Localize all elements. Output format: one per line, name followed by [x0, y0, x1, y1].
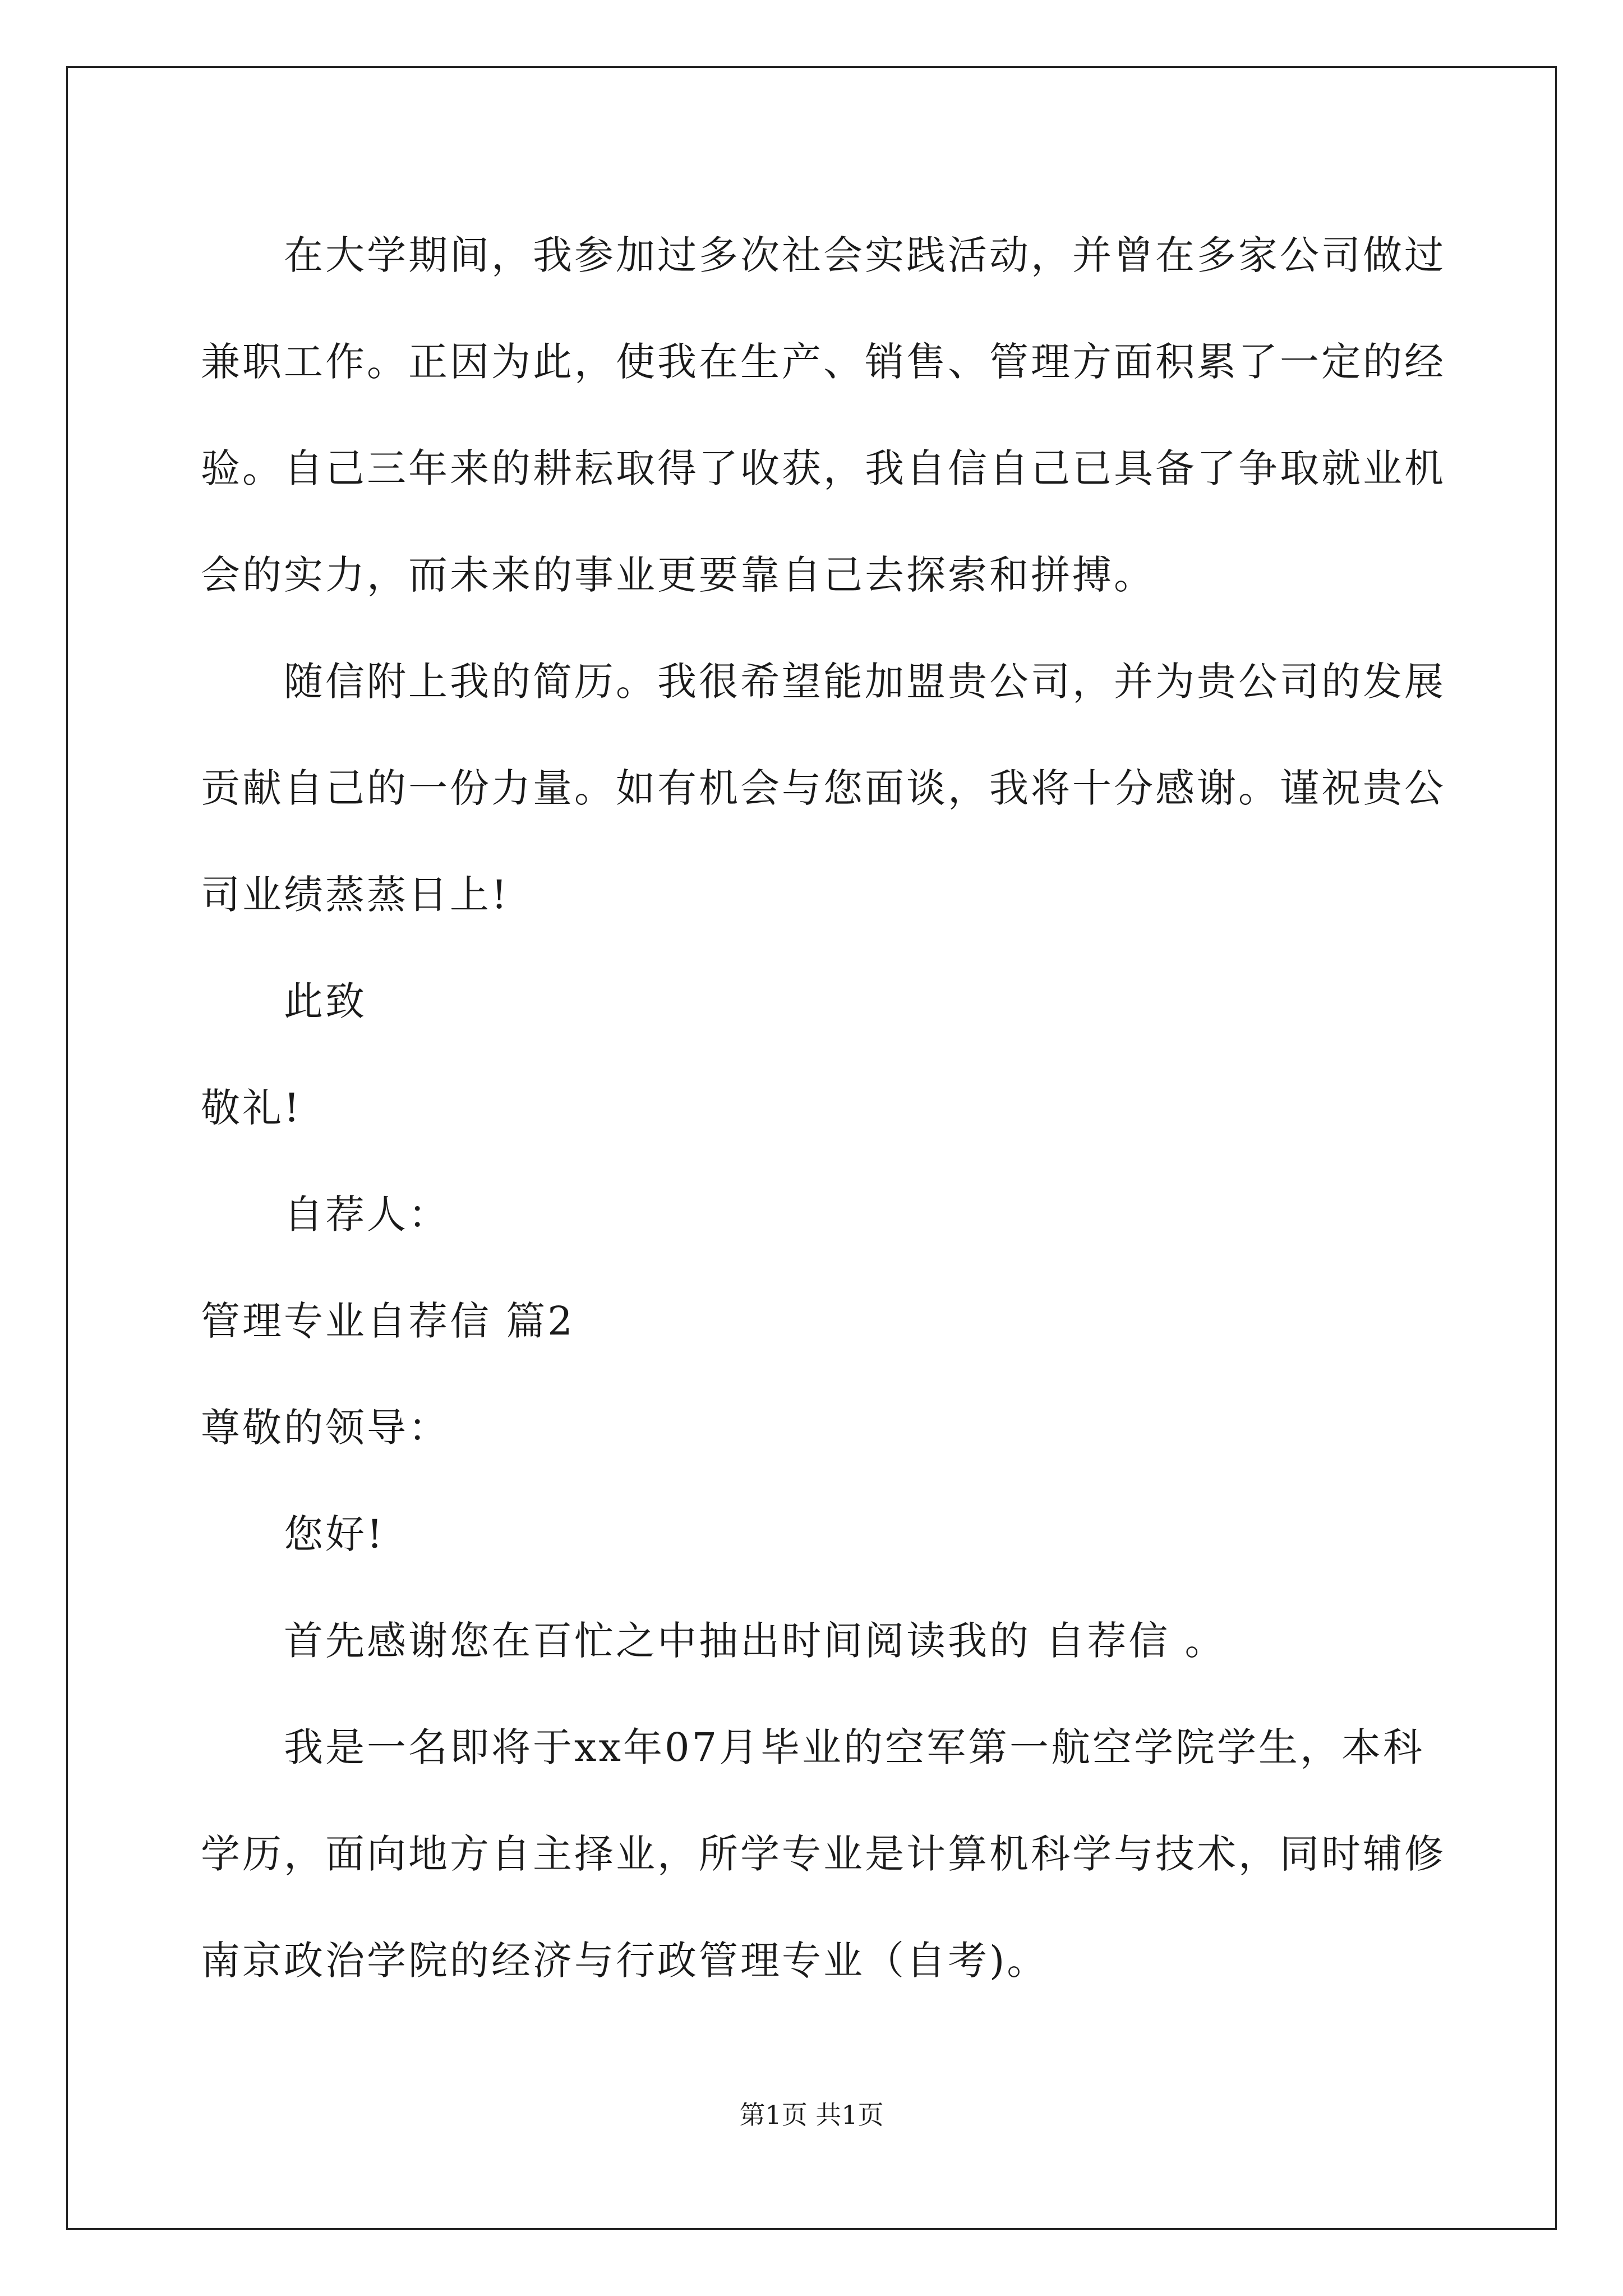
signature-line: 自荐人： [284, 1191, 450, 1237]
paragraph-line: 兼职工作。正因为此，使我在生产、销售、管理方面积累了一定的经 [201, 339, 1446, 385]
section-heading: 管理专业自荐信 篇2 [201, 1298, 575, 1344]
page-number-footer: 第1页 共1页 [739, 2100, 884, 2130]
paragraph-line: 贡献自己的一份力量。如有机会与您面谈，我将十分感谢。谨祝贵公 [201, 765, 1446, 811]
paragraph-line: 在大学期间，我参加过多次社会实践活动，并曾在多家公司做过 [284, 232, 1446, 278]
paragraph-line: 司业绩蒸蒸日上! [201, 872, 510, 918]
paragraph-line: 验。自己三年来的耕耘取得了收获，我自信自己已具备了争取就业机 [201, 445, 1446, 491]
greeting-line: 您好! [284, 1511, 385, 1557]
closing-line: 此致 [284, 978, 367, 1024]
paragraph-line: 南京政治学院的经济与行政管理专业（自考)。 [201, 1938, 1049, 1984]
paragraph-line: 首先感谢您在百忙之中抽出时间阅读我的 自荐信 。 [284, 1618, 1227, 1664]
paragraph-line: 我是一名即将于xx年07月毕业的空军第一航空学院学生，本科 [284, 1724, 1425, 1770]
paragraph-line: 会的实力，而未来的事业更要靠自己去探索和拼搏。 [201, 552, 1155, 598]
paragraph-line: 学历，面向地方自主择业，所学专业是计算机科学与技术，同时辅修 [201, 1831, 1446, 1877]
paragraph-line: 随信附上我的简历。我很希望能加盟贵公司，并为贵公司的发展 [284, 659, 1446, 705]
document-body [201, 202, 1446, 2014]
salutation-line: 敬礼! [201, 1085, 302, 1131]
greeting-line: 尊敬的领导： [201, 1405, 450, 1451]
